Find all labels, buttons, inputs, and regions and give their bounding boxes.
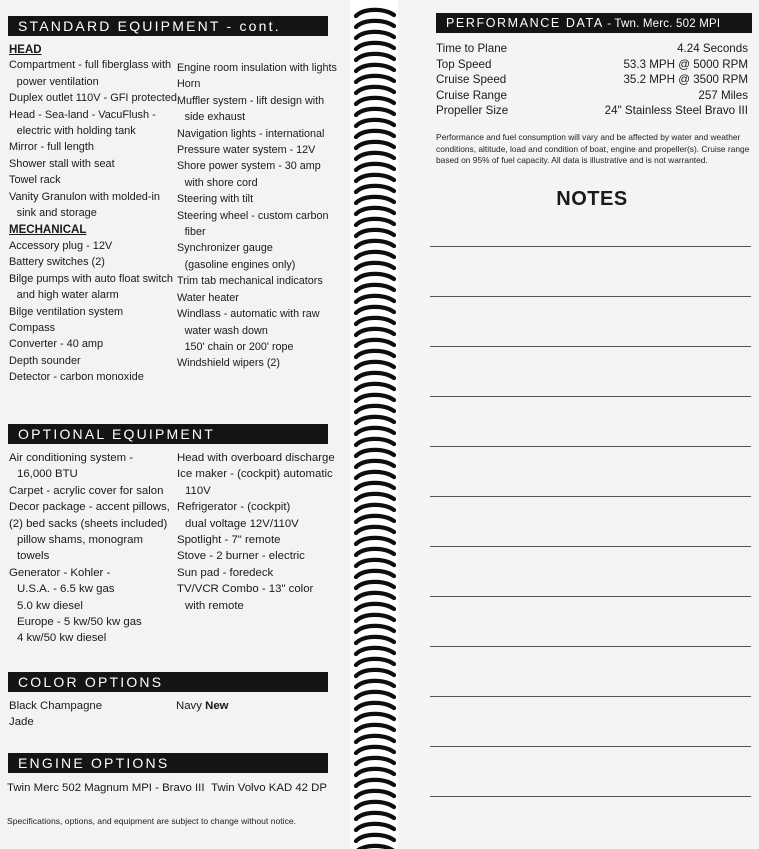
performance-value: 35.2 MPH @ 3500 RPM	[623, 73, 748, 87]
notes-line	[430, 646, 751, 647]
spiral-coil	[356, 54, 394, 60]
equipment-item: sink and storage	[16, 207, 97, 220]
equipment-item: Muffler system - lift design with	[177, 94, 325, 107]
equipment-item: Engine room insulation with lights	[177, 62, 337, 74]
spiral-coil	[356, 329, 394, 335]
spiral-coil	[356, 450, 394, 456]
spiral-coil	[356, 439, 394, 445]
engine-options-title: ENGINE OPTIONS	[18, 755, 170, 771]
spiral-coil	[356, 516, 394, 522]
spiral-coil	[356, 153, 394, 159]
spiral-coil	[356, 285, 394, 291]
spiral-coil	[356, 208, 394, 214]
spiral-coil	[356, 384, 394, 390]
spiral-coil	[356, 505, 394, 511]
spiral-coil	[356, 406, 394, 412]
performance-row	[436, 88, 748, 104]
spiral-coil	[356, 758, 394, 764]
notes-line	[430, 346, 751, 347]
equipment-item: Air conditioning system -	[9, 452, 134, 464]
notes-line	[430, 446, 751, 447]
spiral-coil	[356, 428, 394, 434]
spiral-coil	[356, 230, 394, 236]
spiral-coil	[356, 703, 394, 709]
equipment-item: 150' chain or 200' rope	[184, 340, 294, 353]
equipment-item: Duplex outlet 110V - GFI protected	[9, 92, 177, 105]
section-heading: MECHANICAL	[9, 222, 87, 237]
equipment-item: Towel rack	[9, 174, 61, 187]
equipment-item: fiber	[184, 226, 206, 239]
spiral-coil	[356, 527, 394, 533]
equipment-item: towels	[17, 550, 50, 563]
equipment-item: Vanity Granulon with molded-in	[9, 190, 160, 203]
equipment-item: U.S.A. - 6.5 kw gas	[17, 583, 115, 596]
new-badge: New	[205, 700, 229, 712]
spiral-coil	[356, 109, 394, 115]
spiral-coil	[356, 32, 394, 38]
spiral-coil	[356, 98, 394, 104]
equipment-item: 110V	[185, 484, 211, 497]
equipment-item: Europe - 5 kw/50 kw gas	[17, 616, 142, 629]
equipment-item: Water heater	[177, 291, 239, 304]
spiral-coils	[356, 10, 394, 849]
notes-line	[430, 596, 751, 597]
spiral-coil	[356, 670, 394, 676]
equipment-item: with remote	[185, 599, 244, 612]
spiral-coil	[356, 615, 394, 621]
equipment-item: Depth sounder	[9, 354, 81, 367]
equipment-item: Bilge pumps with auto float switch	[9, 272, 173, 285]
equipment-item: and high water alarm	[16, 289, 119, 302]
spiral-coil	[356, 582, 394, 588]
performance-data-title: PERFORMANCE DATA	[446, 16, 604, 30]
spiral-coil	[356, 252, 394, 258]
standard-equipment-header	[8, 16, 328, 36]
performance-value: 4.24 Seconds	[677, 42, 748, 55]
spiral-coil	[356, 626, 394, 632]
optional-equipment-title: OPTIONAL EQUIPMENT	[18, 426, 215, 442]
notes-line	[430, 296, 751, 297]
equipment-item: 4 kw/50 kw diesel	[17, 632, 107, 645]
optional-right-column	[177, 450, 337, 614]
equipment-item: Ice maker - (cockpit) automatic	[177, 468, 333, 481]
notes-line	[430, 696, 751, 697]
spiral-coil	[356, 164, 394, 170]
spiral-coil	[356, 813, 394, 819]
performance-data-header	[436, 13, 752, 33]
spiral-coil	[356, 648, 394, 654]
performance-row	[436, 72, 748, 88]
equipment-item: side exhaust	[184, 111, 246, 124]
equipment-item: Accessory plug - 12V	[9, 239, 113, 252]
equipment-item: Carpet - acrylic cover for salon	[9, 484, 164, 497]
equipment-item: Shower stall with seat	[9, 157, 115, 170]
equipment-item: (gasoline engines only)	[184, 258, 296, 271]
spiral-coil	[356, 560, 394, 566]
performance-label: Cruise Speed	[436, 73, 507, 87]
spiral-coil	[356, 681, 394, 687]
equipment-item: with shore cord	[184, 176, 258, 189]
equipment-item: Navigation lights - international	[177, 127, 325, 140]
standard-equipment-title: STANDARD EQUIPMENT - cont.	[18, 18, 281, 34]
performance-table	[436, 41, 748, 119]
equipment-item: Shore power system - 30 amp	[177, 160, 321, 173]
color-jade: Jade	[9, 716, 34, 728]
spiral-coil	[356, 318, 394, 324]
engine-options-row	[7, 782, 327, 794]
spiral-coil	[356, 802, 394, 808]
spiral-coil	[356, 197, 394, 203]
performance-row	[436, 103, 748, 119]
equipment-item: Stove - 2 burner - electric	[177, 550, 305, 563]
spiral-coil	[356, 307, 394, 313]
spiral-coil	[356, 43, 394, 49]
equipment-item: Mirror - full length	[9, 141, 94, 154]
equipment-item: Decor package - accent pillows,	[9, 501, 170, 514]
performance-value: 53.3 MPH @ 5000 RPM	[623, 57, 748, 71]
equipment-item: Head - Sea-land - VacuFlush -	[9, 108, 156, 121]
performance-data-subtitle: - Twn. Merc. 502 MPI	[603, 18, 721, 30]
spiral-coil	[356, 725, 394, 731]
equipment-item: Sun pad - foredeck	[177, 566, 274, 579]
notes-line	[430, 746, 751, 747]
performance-disclaimer: Performance and fuel consumption will vary and be affected by water and weather conditions, altitude, load and condition of boat, engine and propeller(s). Cruise range based on 95% of fuel capacity. All data is illustrative and is not warranted.	[436, 132, 750, 166]
spiral-coil	[356, 340, 394, 346]
spiral-coil	[356, 692, 394, 698]
color-list-right	[176, 698, 229, 714]
spiral-coil	[356, 714, 394, 720]
equipment-item: Pressure water system - 12V	[177, 144, 316, 157]
notes-line	[430, 496, 751, 497]
spiral-coil	[356, 21, 394, 27]
color-options-header	[8, 672, 328, 692]
equipment-item: 5.0 kw diesel	[17, 599, 83, 612]
spiral-coil	[356, 241, 394, 247]
color-options-title: COLOR OPTIONS	[18, 674, 164, 690]
spiral-coil	[356, 835, 394, 841]
notes-title: NOTES	[556, 188, 628, 210]
equipment-item: TV/VCR Combo - 13" color	[177, 583, 314, 596]
section-heading: HEAD	[9, 42, 42, 56]
spiral-coil	[356, 824, 394, 830]
color-black-champagne: Black Champagne	[9, 700, 103, 712]
standard-left-column	[9, 41, 177, 386]
optional-left-column	[9, 450, 177, 647]
spiral-coil	[356, 791, 394, 797]
disclaimer-footnote: Specifications, options, and equipment are subject to change without notice.	[7, 816, 297, 826]
equipment-item: Bilge ventilation system	[9, 305, 124, 318]
spiral-coil	[356, 219, 394, 225]
performance-label: Cruise Range	[436, 88, 507, 102]
equipment-item: Synchronizer gauge	[177, 242, 273, 255]
notes-line	[430, 546, 751, 547]
equipment-item: Spotlight - 7" remote	[177, 534, 281, 547]
engine-option-volvo: Twin Volvo KAD 42 DP	[211, 782, 327, 794]
spiral-coil	[356, 120, 394, 126]
spiral-coil	[356, 351, 394, 357]
equipment-item: Steering wheel - custom carbon	[177, 209, 329, 222]
spiral-coil	[356, 472, 394, 478]
equipment-item: Refrigerator - (cockpit)	[177, 501, 291, 514]
spiral-coil	[356, 483, 394, 489]
spiral-coil	[356, 175, 394, 181]
performance-label: Top Speed	[436, 57, 492, 71]
spiral-binding	[352, 0, 398, 849]
performance-value: 24" Stainless Steel Bravo III	[604, 104, 748, 118]
performance-value: 257 Miles	[698, 88, 748, 102]
spiral-coil	[356, 10, 394, 16]
spiral-coil	[356, 461, 394, 467]
spiral-coil	[356, 494, 394, 500]
spiral-coil	[356, 296, 394, 302]
equipment-item: pillow shams, monogram	[17, 534, 143, 547]
engine-option-merc: Twin Merc 502 Magnum MPI - Bravo III	[7, 782, 205, 794]
equipment-item: Steering with tilt	[177, 193, 254, 206]
performance-label: Time to Plane	[436, 42, 508, 55]
equipment-item: Compass	[9, 321, 56, 334]
equipment-item: Head with overboard discharge	[177, 452, 335, 464]
performance-row	[436, 41, 748, 57]
standard-right-column	[177, 60, 337, 372]
spiral-coil	[356, 747, 394, 753]
color-list-left	[9, 698, 102, 730]
spiral-coil	[356, 142, 394, 148]
spiral-coil	[356, 549, 394, 555]
equipment-item: 16,000 BTU	[17, 468, 78, 481]
spiral-coil	[356, 87, 394, 93]
equipment-item: power ventilation	[16, 75, 99, 88]
equipment-item: Generator - Kohler -	[9, 566, 111, 579]
spiral-coil	[356, 571, 394, 577]
spiral-coil	[356, 65, 394, 71]
equipment-item: water wash down	[184, 324, 268, 337]
notes-line	[430, 396, 751, 397]
spiral-coil	[356, 659, 394, 665]
spiral-coil	[356, 263, 394, 269]
equipment-item: Windshield wipers (2)	[177, 357, 281, 370]
equipment-item: Trim tab mechanical indicators	[177, 275, 323, 288]
performance-row	[436, 57, 748, 73]
spiral-coil	[356, 76, 394, 82]
spiral-coil	[356, 395, 394, 401]
spiral-coil	[356, 593, 394, 599]
equipment-item: Detector - carbon monoxide	[9, 371, 144, 384]
equipment-item: Battery switches (2)	[9, 256, 105, 269]
spiral-coil	[356, 604, 394, 610]
spiral-coil	[356, 131, 394, 137]
optional-equipment-header	[8, 424, 328, 444]
spiral-coil	[356, 373, 394, 379]
equipment-item: electric with holding tank	[16, 125, 136, 138]
performance-label: Propeller Size	[436, 104, 509, 118]
equipment-item: Windlass - automatic with raw	[177, 308, 320, 321]
spiral-coil	[356, 417, 394, 423]
equipment-item: Horn	[177, 78, 201, 91]
notes-line	[430, 796, 751, 797]
color-navy: Navy	[176, 700, 202, 712]
spiral-coil	[356, 637, 394, 643]
spiral-coil	[356, 736, 394, 742]
equipment-item: dual voltage 12V/110V	[185, 517, 299, 530]
spiral-coil	[356, 769, 394, 775]
notes-line	[430, 246, 751, 247]
equipment-item: (2) bed sacks (sheets included)	[9, 517, 168, 530]
spiral-coil	[356, 538, 394, 544]
spiral-coil	[356, 274, 394, 280]
engine-options-header	[8, 753, 328, 773]
spiral-coil	[356, 362, 394, 368]
right-page	[398, 0, 759, 849]
equipment-item: Compartment - full fiberglass with	[9, 59, 172, 72]
equipment-item: Converter - 40 amp	[9, 338, 104, 351]
spiral-coil	[356, 186, 394, 192]
spiral-coil	[356, 780, 394, 786]
